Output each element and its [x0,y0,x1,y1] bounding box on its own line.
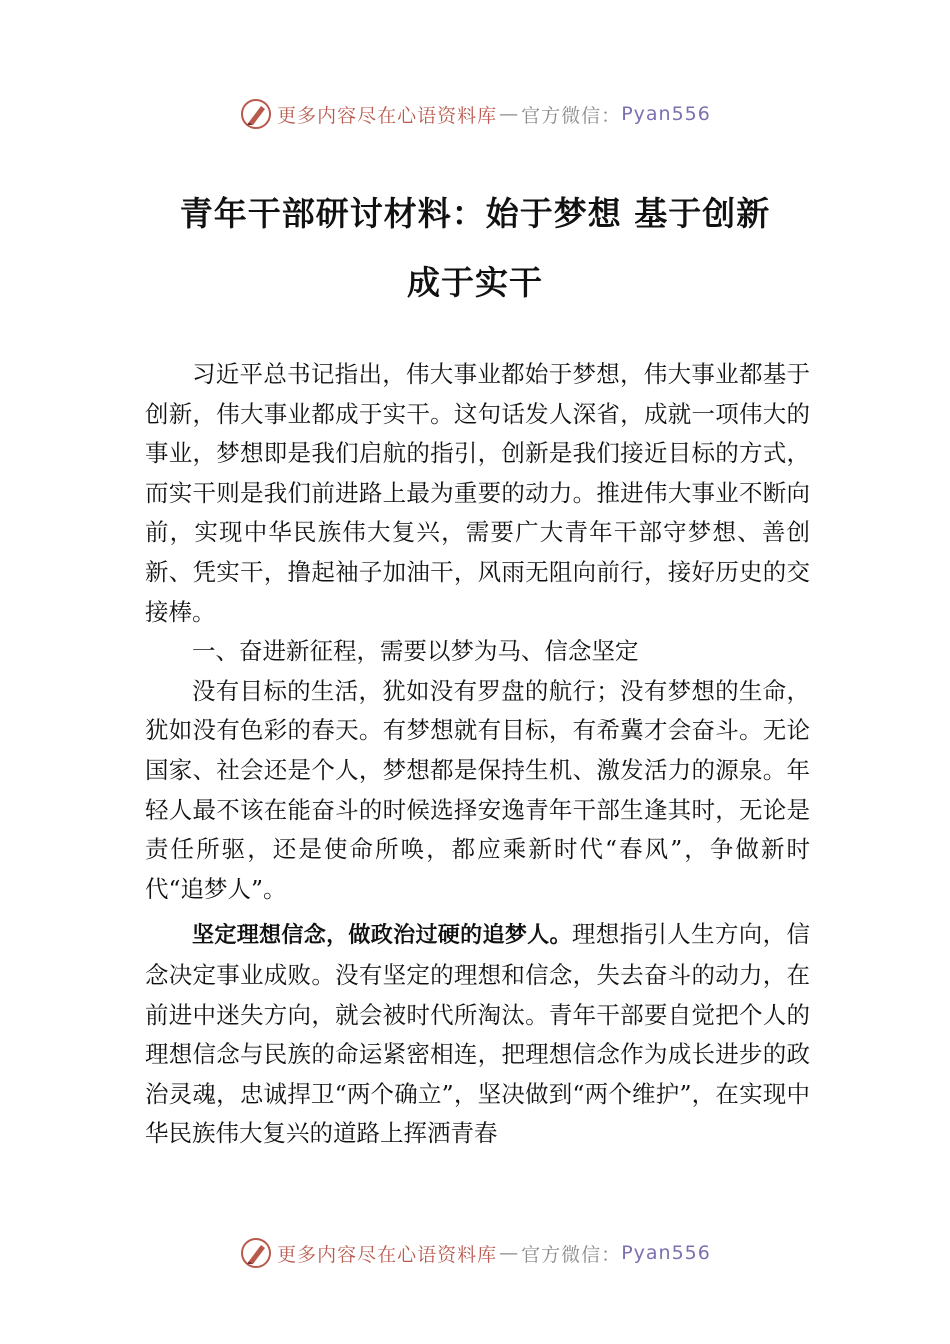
pen-logo-icon [239,97,273,131]
banner-dash: — [499,103,520,125]
footer-banner [0,1233,950,1273]
banner-wechat-id: Pyan556 [621,1242,711,1264]
paragraph-lead-bold: 坚定理想信念，做政治过硬的追梦人。 [192,923,572,949]
pen-logo-icon [239,1236,273,1270]
document-body [145,355,810,1154]
paragraph-dream: 没有目标的生活，犹如没有罗盘的航行；没有梦想的生命，犹如没有色彩的春天。有梦想就有目标，有希冀才会奋斗。无论国家、社会还是个人，梦想都是保持生机、激发活力的源泉。年轻人最不该在能奋斗的时候选择安逸青年干部生逢其时，无论是责任所驱，还是使命所唤，都应乘新时代“春风”，争做新时代“追梦人”。 [145,676,810,903]
paragraph-ideals [145,915,810,1154]
banner-text: 更多内容尽在心语资料库 [277,104,498,127]
document-title-line1: 青年干部研讨材料：始于梦想 基于创新 [179,194,771,233]
section-heading-1: 一、奋进新征程，需要以梦为马、信念坚定 [192,637,639,666]
banner-wechat-id: Pyan556 [621,103,711,125]
banner-wechat-label: 官方微信： [521,1243,622,1266]
document-title-line2: 成于实干 [407,263,543,302]
banner-text: 更多内容尽在心语资料库 [277,1243,498,1266]
paragraph-intro: 习近平总书记指出，伟大事业都始于梦想，伟大事业都基于创新，伟大事业都成于实干。这句话发人深省，成就一项伟大的事业，梦想即是我们启航的指引，创新是我们接近目标的方式，而实干则是我们前进路上最为重要的动力。推进伟大事业不断向前，实现中华民族伟大复兴，需要广大青年干部守梦想、善创新、凭实干，撸起袖子加油干，风雨无阻向前行，接好历史的交接棒。 [145,360,810,626]
banner-wechat-label: 官方微信： [521,104,622,127]
header-banner [0,94,950,134]
paragraph-ideals-text: 理想指引人生方向，信念决定事业成败。没有坚定的理想和信念，失去奋斗的动力，在前进中迷失方向，就会被时代所淘汰。青年干部要自觉把个人的理想信念与民族的命运紧密相连，把理想信念作为成长进步的政治灵魂，忠诚捍卫“两个确立”，坚决做到“两个维护”，在实现中华民族伟大复兴的道路上挥洒青春 [145,920,811,1148]
banner-dash: — [499,1242,520,1264]
